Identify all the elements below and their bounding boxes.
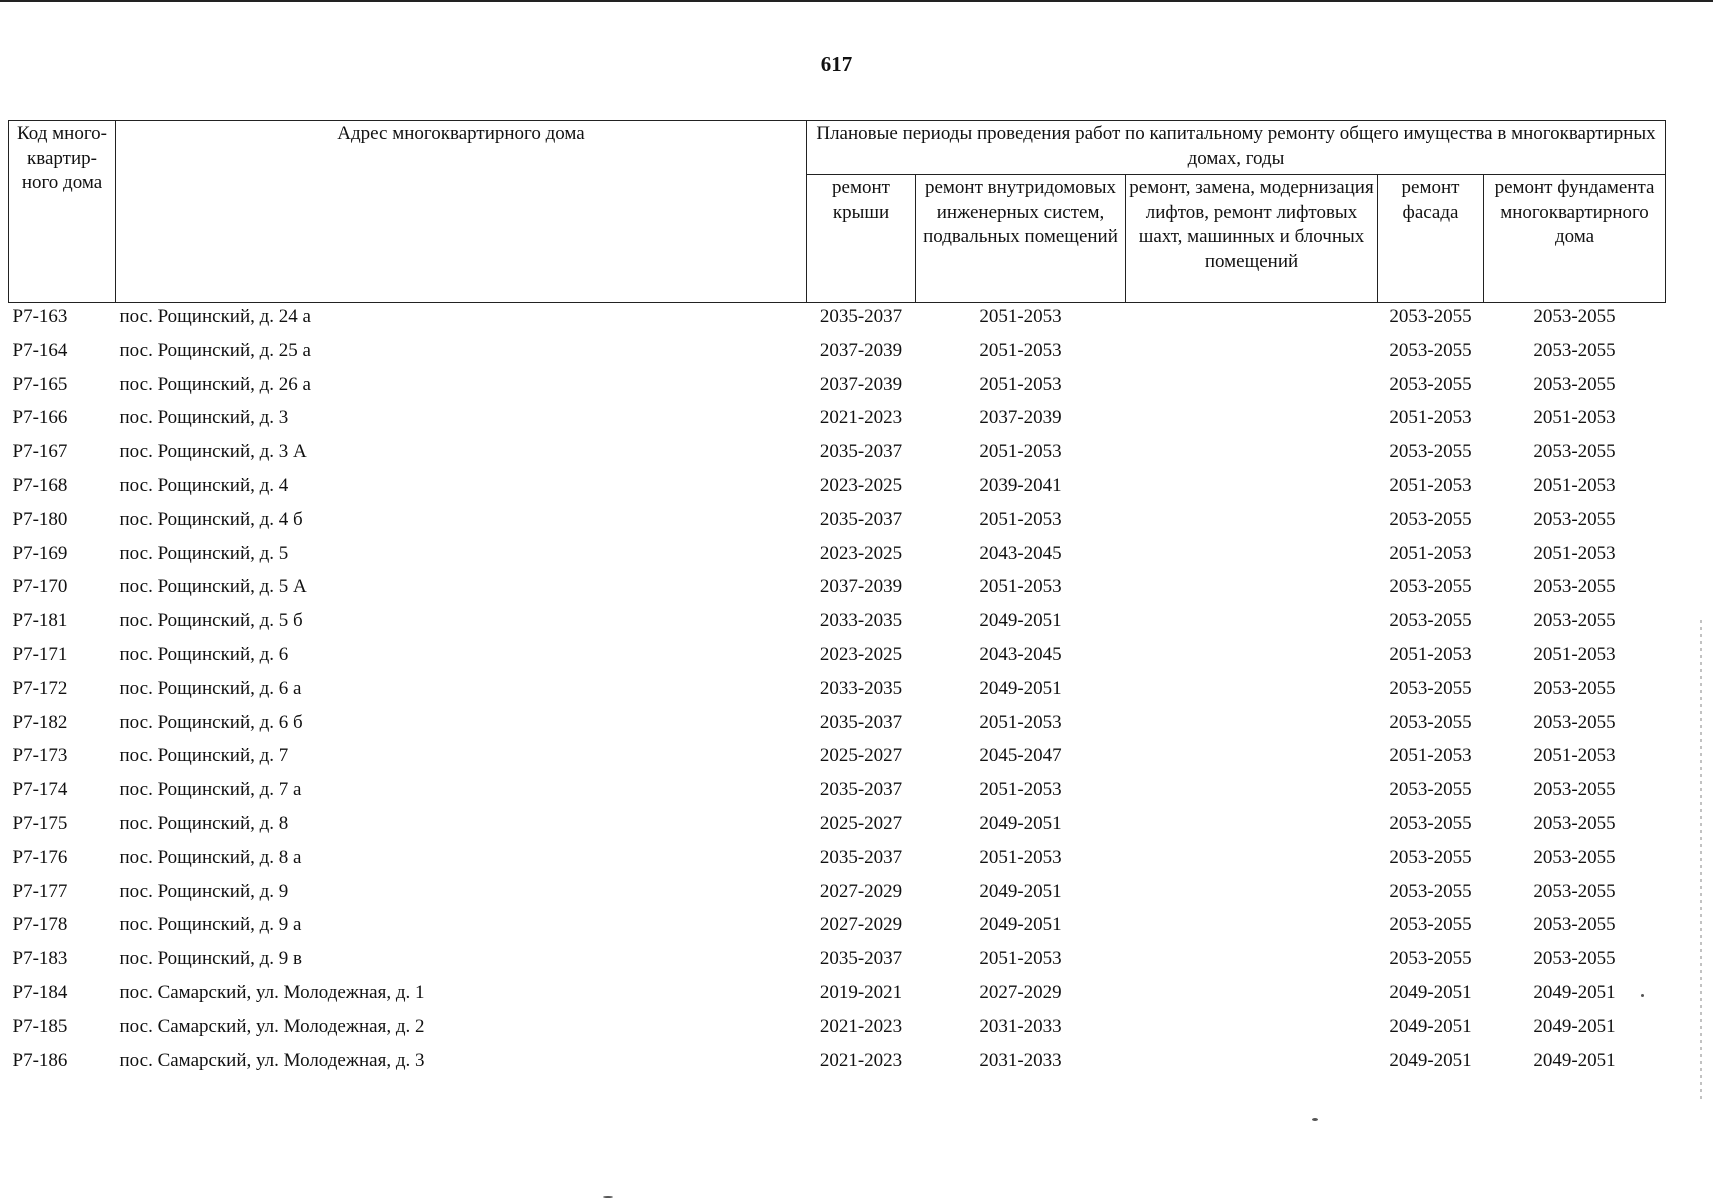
table-row bbox=[9, 709, 1666, 743]
cell-facade: 2053-2055 bbox=[1389, 779, 1472, 801]
cell-foundation: 2053-2055 bbox=[1533, 812, 1616, 834]
cell-elevators bbox=[1126, 709, 1378, 743]
cell-foundation: 2051-2053 bbox=[1533, 745, 1616, 767]
table-row bbox=[9, 404, 1666, 438]
cell-code: Р7-182 bbox=[12, 711, 68, 733]
cell-roof: 2035-2037 bbox=[819, 846, 903, 868]
cell-foundation: 2053-2055 bbox=[1533, 339, 1616, 361]
cell-foundation: 2053-2055 bbox=[1533, 779, 1616, 801]
cell-address: пос. Самарский, ул. Молодежная, д. 3 bbox=[119, 1049, 425, 1071]
cell-address: пос. Рощинский, д. 7 bbox=[119, 745, 289, 767]
cell-foundation: 2053-2055 bbox=[1533, 306, 1616, 327]
cell-foundation: 2053-2055 bbox=[1533, 948, 1616, 970]
table-row bbox=[9, 573, 1666, 607]
cell-roof: 2023-2025 bbox=[819, 643, 903, 665]
cell-foundation: 2049-2051 bbox=[1533, 1015, 1616, 1037]
cell-elevators bbox=[1126, 675, 1378, 709]
cell-foundation: 2049-2051 bbox=[1533, 1049, 1616, 1071]
cell-code: Р7-176 bbox=[12, 846, 68, 868]
cell-roof: 2035-2037 bbox=[819, 711, 903, 733]
cell-facade: 2053-2055 bbox=[1389, 948, 1472, 970]
cell-facade: 2049-2051 bbox=[1389, 1049, 1472, 1071]
cell-elevators bbox=[1126, 573, 1378, 607]
cell-foundation: 2053-2055 bbox=[1533, 610, 1616, 632]
table-row bbox=[9, 878, 1666, 912]
cell-code: Р7-181 bbox=[12, 610, 68, 632]
cell-address: пос. Рощинский, д. 5 bbox=[119, 542, 289, 564]
table-row bbox=[9, 844, 1666, 878]
cell-roof: 2027-2029 bbox=[819, 880, 903, 902]
cell-elevators bbox=[1126, 540, 1378, 574]
cell-facade: 2051-2053 bbox=[1389, 643, 1472, 665]
cell-roof: 2037-2039 bbox=[819, 576, 903, 598]
header-periods-group: Плановые периоды проведения работ по капитальному ремонту общего имущества в многоквартирных домах, годы bbox=[807, 121, 1666, 175]
cell-foundation: 2053-2055 bbox=[1533, 441, 1616, 463]
cell-engineering: 2049-2051 bbox=[979, 677, 1062, 699]
table-row bbox=[9, 810, 1666, 844]
cell-roof: 2019-2021 bbox=[819, 981, 903, 1003]
cell-elevators bbox=[1126, 404, 1378, 438]
cell-roof: 2037-2039 bbox=[819, 373, 903, 395]
cell-facade: 2053-2055 bbox=[1389, 914, 1472, 936]
cell-facade: 2051-2053 bbox=[1389, 407, 1472, 429]
cell-address: пос. Рощинский, д. 7 а bbox=[119, 779, 302, 801]
cell-address: пос. Рощинский, д. 25 а bbox=[119, 339, 311, 361]
cell-engineering: 2051-2053 bbox=[979, 846, 1062, 868]
cell-code: Р7-169 bbox=[12, 542, 68, 564]
cell-roof: 2035-2037 bbox=[819, 306, 903, 327]
cell-code: Р7-178 bbox=[12, 914, 68, 936]
cell-facade: 2053-2055 bbox=[1389, 677, 1472, 699]
cell-engineering: 2037-2039 bbox=[979, 407, 1062, 429]
scan-edge-artifact bbox=[1700, 620, 1702, 1100]
cell-elevators bbox=[1126, 371, 1378, 405]
cell-engineering: 2045-2047 bbox=[979, 745, 1062, 767]
cell-engineering: 2051-2053 bbox=[979, 711, 1062, 733]
table-row bbox=[9, 776, 1666, 810]
cell-roof: 2033-2035 bbox=[819, 677, 903, 699]
cell-facade: 2053-2055 bbox=[1389, 339, 1472, 361]
header-roof: ремонт крыши bbox=[807, 175, 916, 303]
cell-elevators bbox=[1126, 945, 1378, 979]
cell-engineering: 2049-2051 bbox=[979, 812, 1062, 834]
cell-code: Р7-166 bbox=[12, 407, 68, 429]
table-row bbox=[9, 641, 1666, 675]
cell-address: пос. Рощинский, д. 26 а bbox=[119, 373, 311, 395]
cell-elevators bbox=[1126, 742, 1378, 776]
cell-engineering: 2031-2033 bbox=[979, 1049, 1062, 1071]
header-facade: ремонт фасада bbox=[1378, 175, 1484, 303]
table-row bbox=[9, 1047, 1666, 1081]
cell-engineering: 2043-2045 bbox=[979, 643, 1062, 665]
cell-code: Р7-183 bbox=[12, 948, 68, 970]
header-address: Адрес многоквартирного дома bbox=[116, 121, 807, 303]
top-border-rule bbox=[0, 0, 1713, 2]
cell-engineering: 2051-2053 bbox=[979, 339, 1062, 361]
cell-address: пос. Рощинский, д. 9 в bbox=[119, 948, 303, 970]
cell-elevators bbox=[1126, 303, 1378, 337]
cell-facade: 2053-2055 bbox=[1389, 812, 1472, 834]
cell-engineering: 2031-2033 bbox=[979, 1015, 1062, 1037]
scan-speck bbox=[1641, 994, 1644, 997]
cell-address: пос. Рощинский, д. 4 bbox=[119, 474, 289, 496]
scan-speck bbox=[1312, 1118, 1318, 1121]
cell-engineering: 2049-2051 bbox=[979, 914, 1062, 936]
cell-foundation: 2053-2055 bbox=[1533, 576, 1616, 598]
cell-engineering: 2043-2045 bbox=[979, 542, 1062, 564]
table-header bbox=[9, 121, 1666, 303]
cell-address: пос. Рощинский, д. 3 А bbox=[119, 441, 307, 463]
cell-engineering: 2051-2053 bbox=[979, 576, 1062, 598]
cell-elevators bbox=[1126, 438, 1378, 472]
cell-address: пос. Рощинский, д. 9 bbox=[119, 880, 289, 902]
capital-repair-table bbox=[8, 120, 1666, 1080]
cell-code: Р7-186 bbox=[12, 1049, 68, 1071]
header-code: Код много-квартир-ного дома bbox=[9, 121, 116, 303]
cell-engineering: 2049-2051 bbox=[979, 610, 1062, 632]
cell-engineering: 2051-2053 bbox=[979, 306, 1062, 327]
cell-roof: 2027-2029 bbox=[819, 914, 903, 936]
cell-roof: 2025-2027 bbox=[819, 812, 903, 834]
cell-foundation: 2051-2053 bbox=[1533, 474, 1616, 496]
cell-elevators bbox=[1126, 472, 1378, 506]
cell-facade: 2053-2055 bbox=[1389, 508, 1472, 530]
table-row bbox=[9, 506, 1666, 540]
cell-engineering: 2039-2041 bbox=[979, 474, 1062, 496]
table-row bbox=[9, 472, 1666, 506]
cell-elevators bbox=[1126, 1047, 1378, 1081]
cell-facade: 2053-2055 bbox=[1389, 306, 1472, 327]
cell-roof: 2035-2037 bbox=[819, 948, 903, 970]
table-row bbox=[9, 675, 1666, 709]
cell-elevators bbox=[1126, 979, 1378, 1013]
table-row bbox=[9, 337, 1666, 371]
table-row bbox=[9, 438, 1666, 472]
cell-roof: 2021-2023 bbox=[819, 407, 903, 429]
table-row bbox=[9, 371, 1666, 405]
cell-code: Р7-168 bbox=[12, 474, 68, 496]
cell-address: пос. Самарский, ул. Молодежная, д. 2 bbox=[119, 1015, 425, 1037]
cell-roof: 2037-2039 bbox=[819, 339, 903, 361]
cell-elevators bbox=[1126, 506, 1378, 540]
cell-roof: 2021-2023 bbox=[819, 1049, 903, 1071]
cell-address: пос. Рощинский, д. 8 bbox=[119, 812, 289, 834]
cell-foundation: 2053-2055 bbox=[1533, 373, 1616, 395]
cell-elevators bbox=[1126, 810, 1378, 844]
cell-elevators bbox=[1126, 844, 1378, 878]
cell-facade: 2053-2055 bbox=[1389, 880, 1472, 902]
cell-address: пос. Рощинский, д. 6 б bbox=[119, 711, 303, 733]
cell-code: Р7-172 bbox=[12, 677, 68, 699]
cell-code: Р7-174 bbox=[12, 779, 68, 801]
table-row bbox=[9, 540, 1666, 574]
cell-address: пос. Рощинский, д. 6 а bbox=[119, 677, 302, 699]
cell-address: пос. Рощинский, д. 5 б bbox=[119, 610, 303, 632]
cell-elevators bbox=[1126, 607, 1378, 641]
cell-facade: 2053-2055 bbox=[1389, 846, 1472, 868]
cell-engineering: 2027-2029 bbox=[979, 981, 1062, 1003]
table-row bbox=[9, 742, 1666, 776]
cell-roof: 2025-2027 bbox=[819, 745, 903, 767]
cell-elevators bbox=[1126, 1013, 1378, 1047]
cell-code: Р7-171 bbox=[12, 643, 68, 665]
cell-elevators bbox=[1126, 337, 1378, 371]
cell-engineering: 2051-2053 bbox=[979, 373, 1062, 395]
table-row bbox=[9, 1013, 1666, 1047]
cell-foundation: 2051-2053 bbox=[1533, 643, 1616, 665]
table-row bbox=[9, 303, 1666, 337]
cell-facade: 2053-2055 bbox=[1389, 711, 1472, 733]
cell-foundation: 2051-2053 bbox=[1533, 542, 1616, 564]
cell-elevators bbox=[1126, 911, 1378, 945]
cell-roof: 2023-2025 bbox=[819, 542, 903, 564]
cell-elevators bbox=[1126, 776, 1378, 810]
cell-code: Р7-184 bbox=[12, 981, 68, 1003]
cell-roof: 2033-2035 bbox=[819, 610, 903, 632]
cell-engineering: 2051-2053 bbox=[979, 779, 1062, 801]
cell-code: Р7-177 bbox=[12, 880, 68, 902]
cell-roof: 2035-2037 bbox=[819, 441, 903, 463]
cell-facade: 2053-2055 bbox=[1389, 441, 1472, 463]
cell-foundation: 2053-2055 bbox=[1533, 677, 1616, 699]
cell-facade: 2053-2055 bbox=[1389, 373, 1472, 395]
cell-code: Р7-163 bbox=[12, 306, 68, 327]
cell-facade: 2051-2053 bbox=[1389, 745, 1472, 767]
cell-address: пос. Рощинский, д. 3 bbox=[119, 407, 289, 429]
cell-foundation: 2053-2055 bbox=[1533, 846, 1616, 868]
cell-elevators bbox=[1126, 641, 1378, 675]
cell-foundation: 2049-2051 bbox=[1533, 981, 1616, 1003]
cell-roof: 2021-2023 bbox=[819, 1015, 903, 1037]
table-row bbox=[9, 945, 1666, 979]
cell-roof: 2023-2025 bbox=[819, 474, 903, 496]
cell-code: Р7-165 bbox=[12, 373, 68, 395]
cell-facade: 2049-2051 bbox=[1389, 981, 1472, 1003]
cell-facade: 2051-2053 bbox=[1389, 542, 1472, 564]
cell-facade: 2053-2055 bbox=[1389, 610, 1472, 632]
header-foundation: ремонт фундамента многоквартирного дома bbox=[1484, 175, 1666, 303]
cell-foundation: 2053-2055 bbox=[1533, 914, 1616, 936]
cell-roof: 2035-2037 bbox=[819, 508, 903, 530]
cell-code: Р7-185 bbox=[12, 1015, 68, 1037]
cell-address: пос. Рощинский, д. 5 А bbox=[119, 576, 307, 598]
cell-address: пос. Рощинский, д. 24 а bbox=[119, 306, 311, 327]
cell-engineering: 2049-2051 bbox=[979, 880, 1062, 902]
cell-address: пос. Рощинский, д. 4 б bbox=[119, 508, 303, 530]
cell-foundation: 2051-2053 bbox=[1533, 407, 1616, 429]
cell-address: пос. Самарский, ул. Молодежная, д. 1 bbox=[119, 981, 425, 1003]
table-row bbox=[9, 911, 1666, 945]
table-body bbox=[9, 303, 1666, 1081]
header-engineering: ремонт внутридомовых инженерных систем, подвальных помещений bbox=[916, 175, 1126, 303]
cell-roof: 2035-2037 bbox=[819, 779, 903, 801]
cell-facade: 2053-2055 bbox=[1389, 576, 1472, 598]
cell-code: Р7-164 bbox=[12, 339, 68, 361]
cell-code: Р7-167 bbox=[12, 441, 68, 463]
cell-foundation: 2053-2055 bbox=[1533, 508, 1616, 530]
cell-foundation: 2053-2055 bbox=[1533, 880, 1616, 902]
cell-address: пос. Рощинский, д. 9 а bbox=[119, 914, 302, 936]
cell-engineering: 2051-2053 bbox=[979, 508, 1062, 530]
cell-elevators bbox=[1126, 878, 1378, 912]
cell-facade: 2051-2053 bbox=[1389, 474, 1472, 496]
cell-code: Р7-170 bbox=[12, 576, 68, 598]
cell-code: Р7-175 bbox=[12, 812, 68, 834]
cell-code: Р7-180 bbox=[12, 508, 68, 530]
cell-code: Р7-173 bbox=[12, 745, 68, 767]
cell-engineering: 2051-2053 bbox=[979, 948, 1062, 970]
cell-address: пос. Рощинский, д. 6 bbox=[119, 643, 289, 665]
table-row bbox=[9, 979, 1666, 1013]
cell-engineering: 2051-2053 bbox=[979, 441, 1062, 463]
table-row bbox=[9, 607, 1666, 641]
page-number: 617 bbox=[820, 52, 853, 76]
cell-foundation: 2053-2055 bbox=[1533, 711, 1616, 733]
header-elevators: ремонт, замена, модернизация лифтов, ремонт лифтовых шахт, машинных и блочных помещений bbox=[1126, 175, 1378, 303]
scan-speck bbox=[603, 1196, 613, 1198]
cell-address: пос. Рощинский, д. 8 а bbox=[119, 846, 302, 868]
cell-facade: 2049-2051 bbox=[1389, 1015, 1472, 1037]
